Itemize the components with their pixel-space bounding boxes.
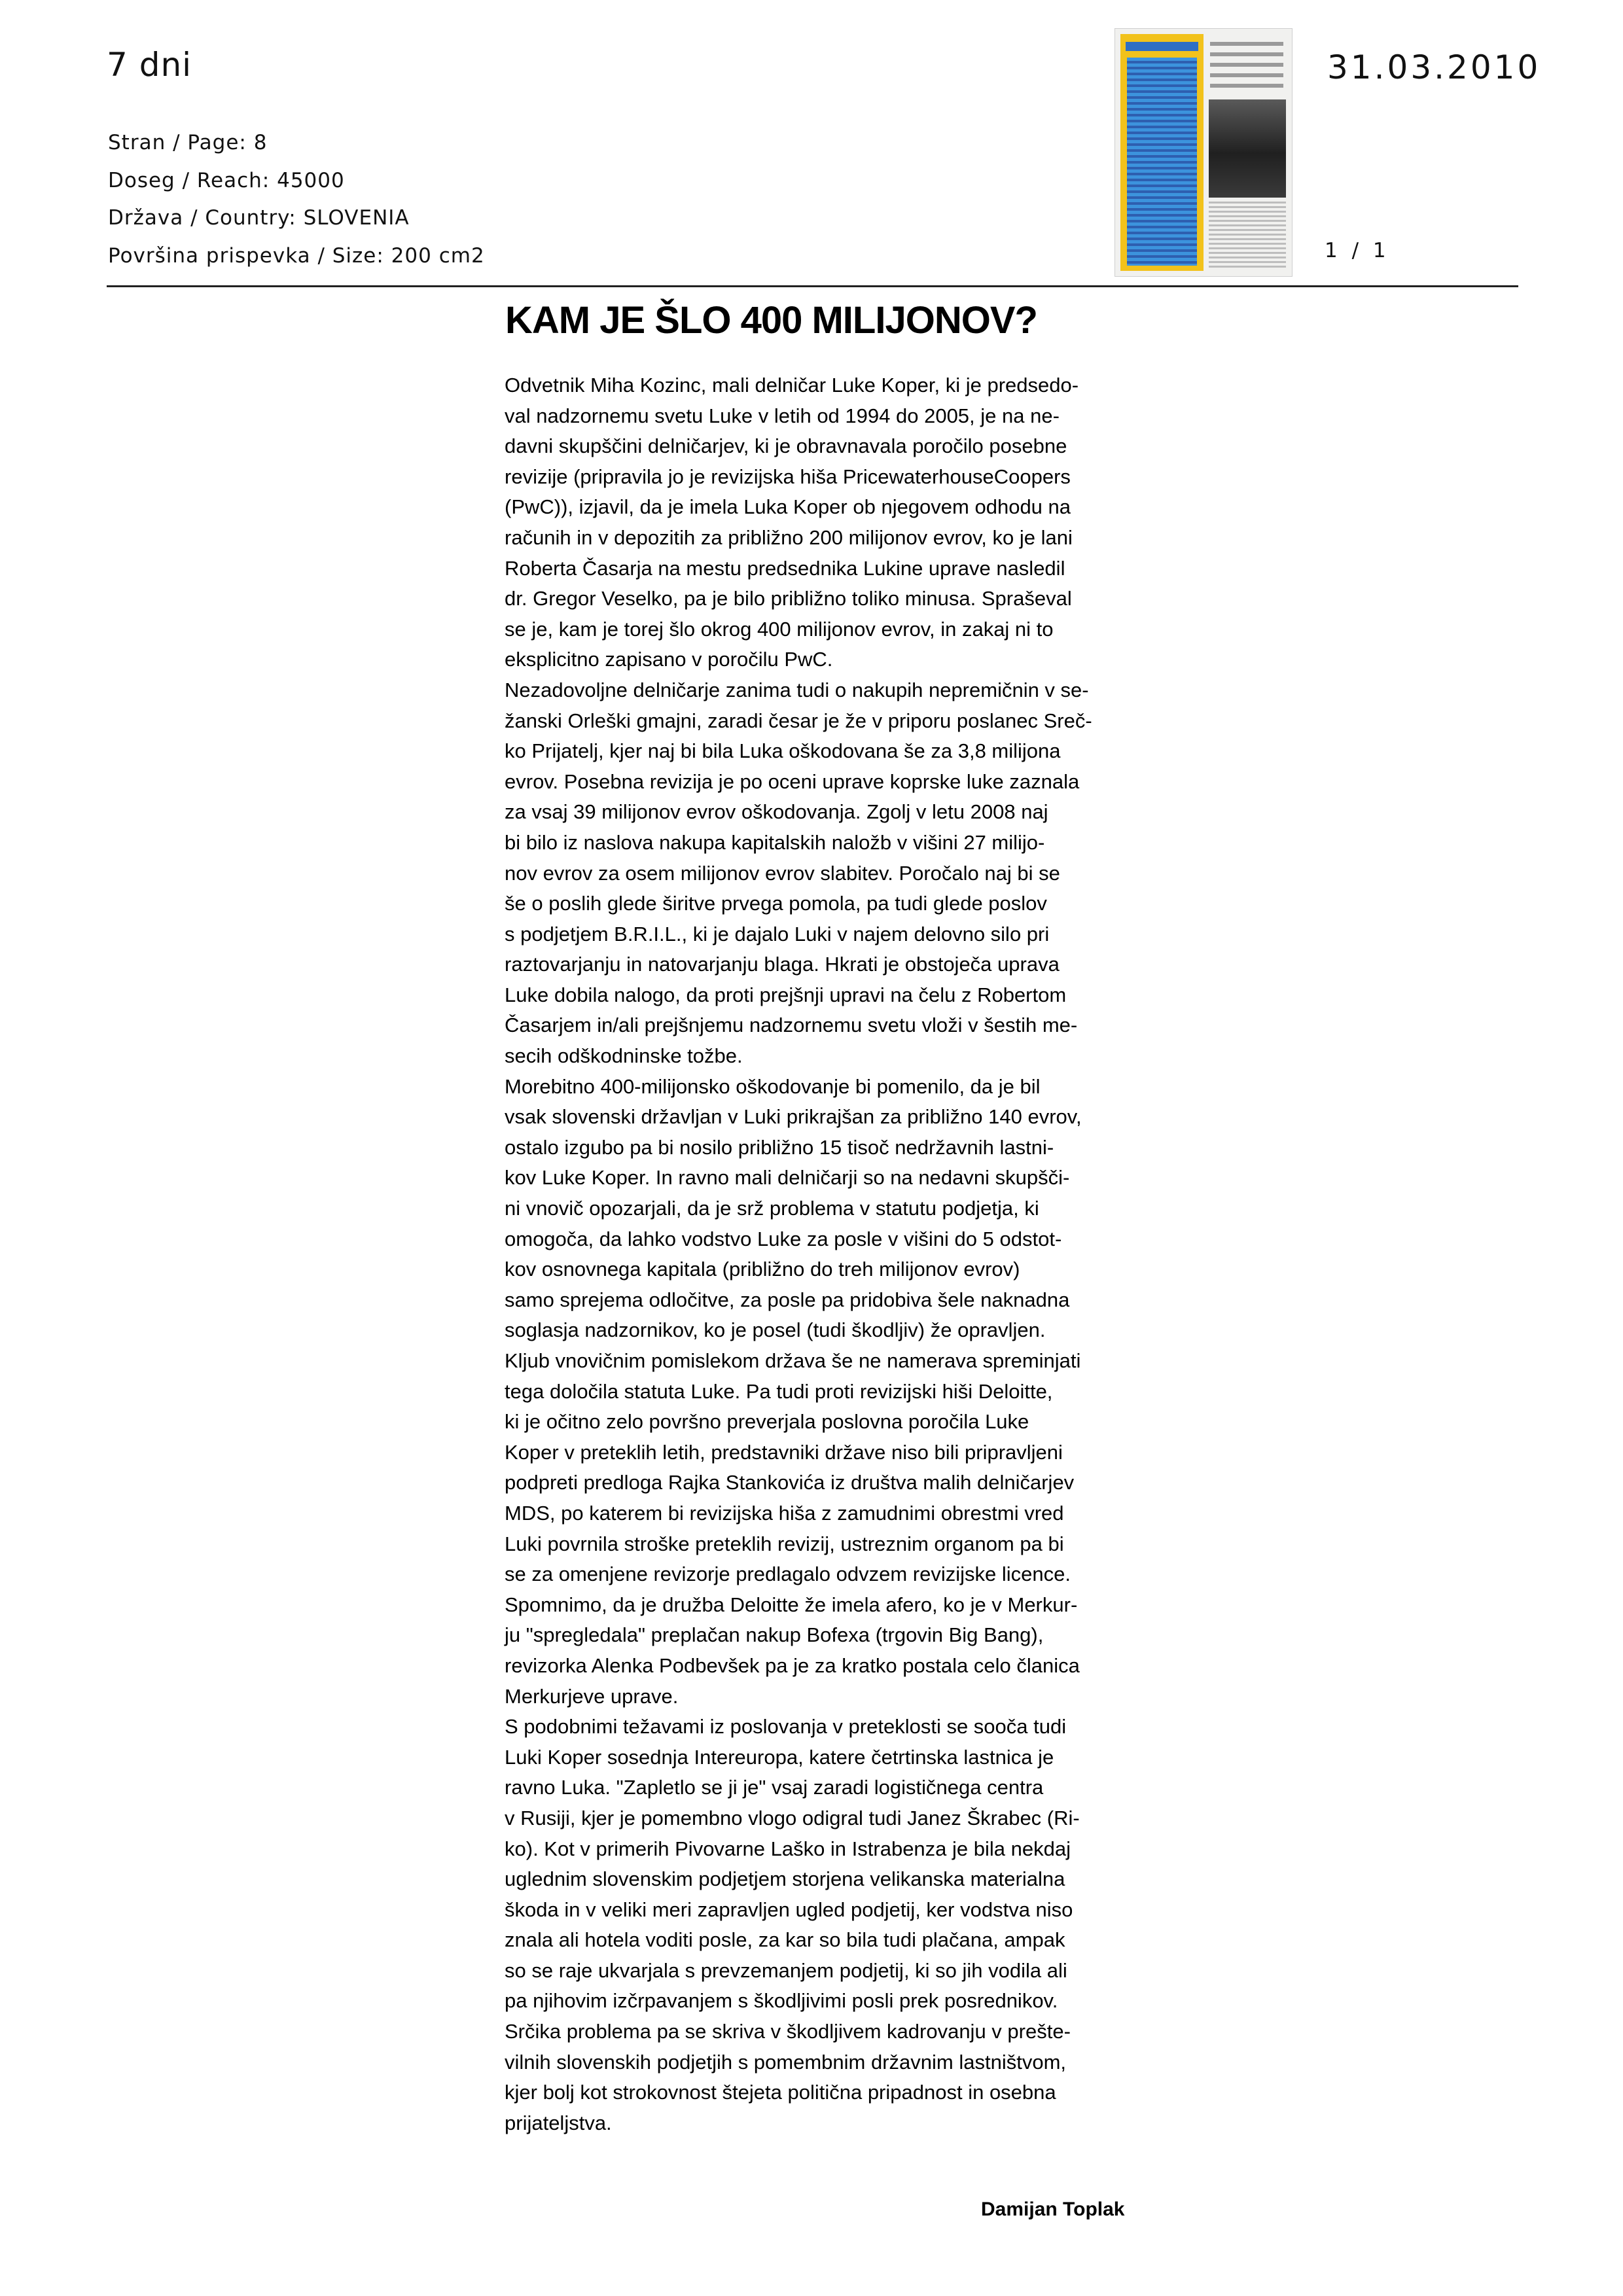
thumbnail-yellow-column xyxy=(1120,34,1204,271)
meta-reach: Doseg / Reach: 45000 xyxy=(108,168,345,192)
meta-size: Površina prispevka / Size: 200 cm2 xyxy=(108,243,485,268)
article-paragraph: Nezadovoljne delničarje zanima tudi o nakupih nepremičnin v se- žanski Orleški gmajni, zaradi česar je že v priporu poslanec Sreč- ko Prijatelj, kjer naj bi bila Luka oškodovana še za 3,8 milijona evrov. Posebna revizija je po oceni uprave koprske luke zaznala za vsaj 39 milijonov evrov oškodovanja. Zgolj v letu 2008 naj bi bilo iz naslova nakupa kapitalskih naložb v višini 27 milijo- nov evrov za osem milijonov evrov slabitev. Poročalo naj bi se še o poslih glede širitve prvega pomola, pa tudi glede poslov s podjetjem B.R.I.L., ki je dajalo Luki v najem delovno silo pri raztovarjanju in natovarjanju blaga. Hkrati je obstoječa uprava Luke dobila nalogo, da proti prejšnji upravi na čelu z Robertom Časarjem in/ali prejšnjemu nadzornemu svetu vloži v šestih me- secih odškodninske tožbe. xyxy=(505,678,1092,1068)
header-divider xyxy=(107,285,1518,287)
meta-page: Stran / Page: 8 xyxy=(108,131,268,154)
page-count: 1 / 1 xyxy=(1325,239,1390,262)
article-paragraph: S podobnimi težavami iz poslovanja v preteklosti se sooča tudi Luki Koper sosednja Intereuropa, katere četrtinska lastnica je ravno Luka. "Zapletlo se ji je" vsaj zaradi logističnega centra v Rusiji, kjer je pomembno vlogo odigral tudi Janez Škrabec (Ri- ko). Kot v primerih Pivovarne Laško in Istrabenza je bila nekdaj uglednim slovenskim podjetjem storjena velikanska materialna škoda in v veliki meri zapravljen ugled podjetij, ker vodstva niso znala ali hotela voditi posle, za kar so bila tudi plačana, ampak so se raje ukvarjala s prevzemanjem podjetij, ki so jih vodila ali pa njihovim izčrpavanjem s škodljivimi posli prek posrednikov. Srčika problema pa se skriva v škodljivem kadrovanju v prešte- vilnih slovenskih podjetjih s pomembnim državnim lastništvom, kjer bolj kot strokovnost štejeta politična pripadnost in osebna prijateljstva. xyxy=(505,1715,1080,2134)
thumbnail-title-lines xyxy=(1210,42,1283,88)
publication-name: 7 dni xyxy=(107,46,192,84)
article-author: Damijan Toplak xyxy=(981,2199,1125,2220)
article-paragraph: Odvetnik Miha Kozinc, mali delničar Luke Koper, ki je predsedo- val nadzornemu svetu Luke v letih od 1994 do 2005, je na ne- davni skupščini delničarjev, ki je obravnavala poročilo posebne revizije (pripravila jo je revizijska hiša PricewaterhouseCoopers (PwC)), izjavil, da je imela Luka Koper ob njegovem odhodu na računih in v depozitih za približno 200 milijonov evrov, ko je lani Roberta Časarja na mestu predsednika Lukine uprave nasledil dr. Gregor Veselko, pa je bilo približno toliko minusa. Spraševal se je, kam je torej šlo okrog 400 milijonov evrov, in zakaj ni to eksplicitno zapisano v poročilu PwC. xyxy=(505,374,1079,671)
article-body xyxy=(505,370,1159,2138)
page-thumbnail xyxy=(1115,28,1293,277)
clipping-metadata xyxy=(108,124,485,275)
thumbnail-photo xyxy=(1209,99,1286,198)
article-headline: KAM JE ŠLO 400 MILIJONOV? xyxy=(505,299,1037,342)
thumbnail-text-lines xyxy=(1209,202,1286,270)
meta-country: Država / Country: SLOVENIA xyxy=(108,206,410,230)
publication-date: 31.03.2010 xyxy=(1327,48,1541,86)
article-paragraph: Morebitno 400-milijonsko oškodovanje bi pomenilo, da je bil vsak slovenski državljan v Luki prikrajšan za približno 140 evrov, ostalo izgubo pa bi nosilo približno 15 tisoč nedržavnih lastni- kov Luke Koper. In ravno mali delničarji so na nedavni skupšči- ni vnovič opozarjali, da je srž problema v statutu podjetja, ki omogoča, da lahko vodstvo Luke za posle v višini do 5 odstot- kov osnovnega kapitala (približno do treh milijonov evrov) samo sprejema odločitve, za posle pa pridobiva šele naknadna soglasja nadzornikov, ko je posel (tudi škodljiv) že opravljen. Kljub vnovičnim pomislekom država še ne namerava spreminjati tega določila statuta Luke. Pa tudi proti revizijski hiši Deloitte, ki je očitno zelo površno preverjala poslovna poročila Luke Koper v preteklih letih, predstavniki države niso bili pripravljeni podpreti predloga Rajka Stankovića iz društva malih delničarjev MDS, po katerem bi revizijska hiša z zamudnimi obrestmi vred Luki povrnila stroške preteklih revizij, ustreznim organom pa bi se za omenjene revizorje predlagalo odvzem revizijske licence. Spomnimo, da je družba Deloitte že imela afero, ko je v Merkur- ju "spregledala" preplačan nakup Bofexa (trgovin Big Bang), revizorka Alenka Podbevšek pa je za kratko postala celo članica Merkurjeve uprave. xyxy=(505,1074,1082,1708)
